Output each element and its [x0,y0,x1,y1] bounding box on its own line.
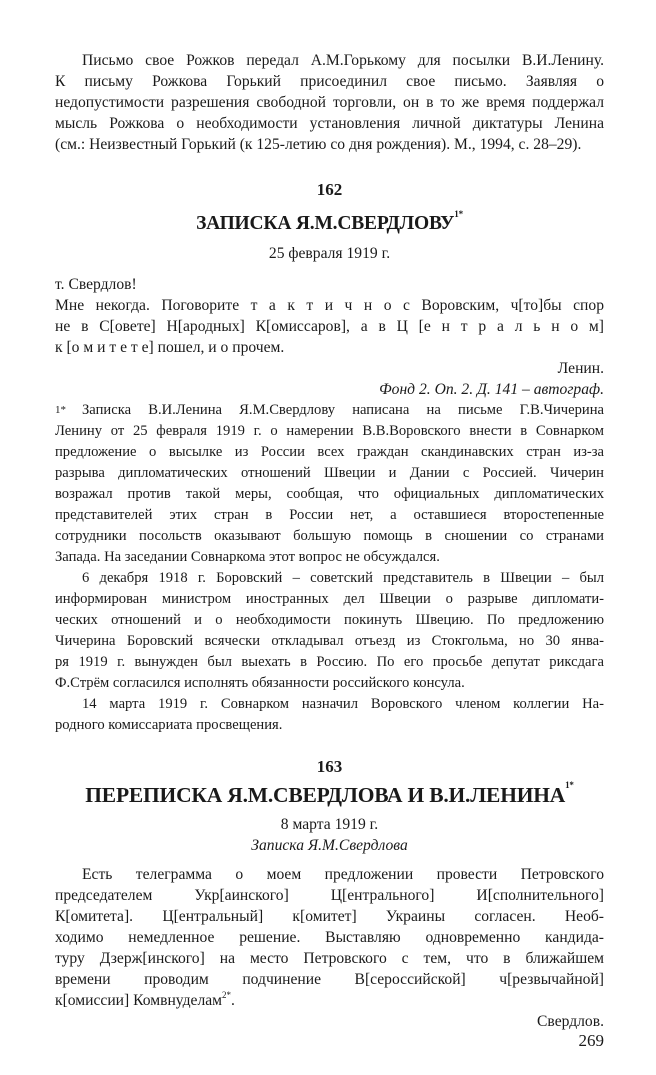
footnote-ref: 1* [565,780,574,790]
text-line: (см.: Неизвестный Горький (к 125-летию со дня рождения). М., 1994, с. 28–29). [55,136,582,153]
text-line: ческих отношений и о необходимости покинуть Швецию. По предложению [55,612,604,628]
footnote-line [55,400,604,421]
title-text: ПЕРЕПИСКА Я.М.СВЕРДЛОВА И В.И.ЛЕНИНА [85,783,566,807]
letter-body-163 [55,864,604,1011]
document-number-162: 162 [316,180,343,199]
title-text: ЗАПИСКА Я.М.СВЕРДЛОВУ [196,213,455,234]
document-date-163: 8 марта 1919 г. [280,816,379,833]
text-line: возражал против такой меры, сообщая, что официальных дипломатических [55,486,604,502]
text-line: 14 марта 1919 г. Совнарком назначил Воровского членом коллегии На- [82,696,604,712]
text-line: недопустимости разрешения свободной торговли, он в то же время поддержал [55,94,604,111]
document-subtitle: Записка Я.М.Свердлова [251,837,408,854]
text-line: председателем Укр[аинского] Ц[ентрального] И[сполнительного] [55,887,604,904]
footnote-text: Записка В.И.Ленина Я.М.Свердлову написана на письме Г.В.Чичерина [82,402,604,418]
salutation: т. Свердлов! [55,276,137,293]
text-line: к[омиссии] Комвнуделам$^{2*}$. [55,990,235,1009]
text-line: Запада. На заседании Совнаркома этот вопрос не обсуждался. [55,549,440,565]
text-line: к [о м и т е т е] пошел, и о прочем. [55,339,285,356]
text-line: предложение о высылке из России всех граждан скандинавских стран из-за [55,444,604,460]
text-line: Чичерина Боровский всячески откладывал отъезд из Стокгольма, но 30 янва- [55,633,604,649]
footnote-ref: 2* [222,990,232,1000]
text-line: информирован министром иностранных дел Швеции о разрыве дипломати- [55,591,604,607]
signature-sverdlov: Свердлов. [537,1013,604,1030]
text-line: К письму Рожкова Горький присоединил свое письмо. Заявляя о [55,73,604,90]
text-line: разрыва дипломатических отношений Швеции и Дании с Россией. Чичерин [55,465,604,481]
text-line: ря 1919 г. вынужден был выехать в Россию. По его просьбе депутат риксдага [55,654,604,670]
text-line: сотрудники посольств оказывают большую помощь в сношении со странами [55,528,604,544]
text-line: 6 декабря 1918 г. Боровский – советский представитель в Швеции – был [82,570,604,586]
footnote-ref: 1* [454,209,463,219]
page-number: 269 [578,1031,604,1050]
footnotes [55,400,604,736]
document-number-163: 163 [316,757,343,776]
letter-body-162 [55,295,604,358]
footnote-mark: 1* [55,404,66,416]
text-line: К[омитета]. Ц[ентральный] к[омитет] Украины согласен. Необ- [55,908,604,925]
document-date-162: 25 февраля 1919 г. [268,245,391,262]
text-line: времени проводим подчинение В[сероссийской] ч[резвычайной] [55,971,604,988]
text-line: не в С[овете] Н[ародных] К[омиссаров], а в Ц [е н т р а л ь н о м] [55,318,604,335]
document-title-163 [55,780,604,810]
text-line: родного комиссариата просвещения. [55,717,283,733]
text-line: Ф.Стрём согласился исполнять обязанности российского консула. [55,675,465,691]
text-line: Есть телеграмма о моем предложении провести Петровского [82,866,604,883]
signature-lenin: Ленин. [557,360,604,377]
text-line-content: к[омиссии] Комвнуделам [55,992,223,1009]
document-title-162 [55,209,604,239]
text-line: Письмо свое Рожков передал А.М.Горькому для посылки В.И.Ленину. [82,52,604,69]
page-content [55,50,604,1032]
text-line: Мне некогда. Поговорите т а к т и ч н о с Воровским, ч[то]бы спор [55,297,604,314]
text-line: мысль Рожкова о необходимости установления личной диктатуры Ленина [55,115,604,132]
text-line: ходимо немедленное решение. Выставляю одновременно кандида- [55,929,604,946]
intro-paragraph [55,50,604,155]
text-line: туру Дзерж[инского] на место Петровского с тем, что в ближайшем [55,950,604,967]
text-line: представителей этих стран в России нет, а оставшиеся второстепенные [55,507,604,523]
archive-source: Фонд 2. Оп. 2. Д. 141 – автограф. [379,381,604,398]
text-line: Ленину от 25 февраля 1919 г. о намерении В.В.Воровского внести в Совнарком [55,423,604,439]
